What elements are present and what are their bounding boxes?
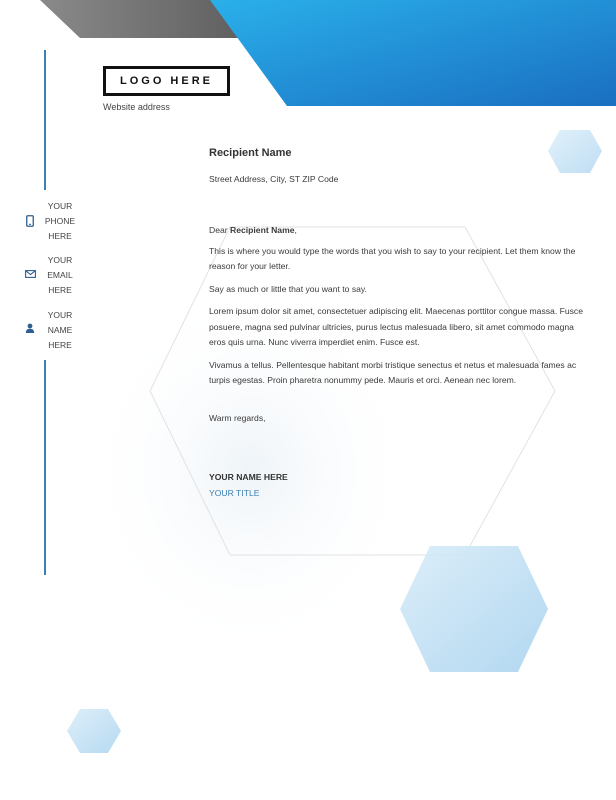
logo-text: LOGO HERE <box>119 75 213 87</box>
body-paragraph-2: Say as much or little that you want to say. <box>209 283 367 294</box>
contact-phone-text <box>40 199 80 244</box>
gray-header-band <box>40 0 244 38</box>
body-paragraph-4: Vivamus a tellus. Pellentesque habitant morbi tristique senectus et netus et malesuada fames ac turpis egestas. Proin pharetra nonummy pede. Mauris et orci. Aenean nec lorem. <box>209 359 577 385</box>
recipient-name: Recipient Name <box>209 147 292 159</box>
website-address: Website address <box>103 102 170 112</box>
salutation-suffix: , <box>294 225 297 235</box>
name-line-3: HERE <box>48 340 72 350</box>
contact-email-text <box>40 253 80 298</box>
signature-name: YOUR NAME HERE <box>209 472 288 482</box>
signature-title: YOUR TITLE <box>209 487 260 498</box>
salutation-recipient-name: Recipient Name <box>230 225 295 235</box>
large-hexagon-bottom-right <box>400 546 548 672</box>
salutation-prefix: Dear <box>209 225 231 235</box>
email-line-2: EMAIL <box>47 270 73 280</box>
phone-line-1: YOUR <box>47 201 73 211</box>
phone-icon <box>24 215 36 227</box>
closing-line: Warm regards, <box>209 412 266 423</box>
blue-header-band <box>210 0 616 106</box>
small-hexagon-bottom-left <box>67 709 121 753</box>
envelope-icon <box>24 268 36 280</box>
contact-name-text <box>40 308 80 353</box>
letter-body <box>209 146 584 501</box>
phone-line-2: PHONE <box>44 216 76 226</box>
recipient-address: Street Address, City, ST ZIP Code <box>209 173 339 184</box>
logo-placeholder <box>103 66 230 96</box>
email-line-1: YOUR <box>47 255 73 265</box>
name-line-1: YOUR <box>47 310 73 320</box>
vertical-accent-line-bottom <box>44 360 46 575</box>
body-paragraph-3: Lorem ipsum dolor sit amet, consectetuer adipiscing elit. Maecenas porttitor congue massa. Fusce posuere, magna sed pulvinar ultricies, purus lectus malesuada libero, sit amet commodo magna eros quis urna. Nunc viverra imperdiet enim. Fusce est. <box>209 306 584 347</box>
phone-line-3: HERE <box>48 231 72 241</box>
email-line-3: HERE <box>48 285 72 295</box>
body-paragraph-1: This is where you would type the words that you wish to say to your recipient. Let them know the reason for your letter. <box>209 245 576 271</box>
name-line-2: NAME <box>47 325 73 335</box>
salutation <box>209 223 584 239</box>
person-icon <box>24 322 36 334</box>
vertical-accent-line-top <box>44 50 46 190</box>
